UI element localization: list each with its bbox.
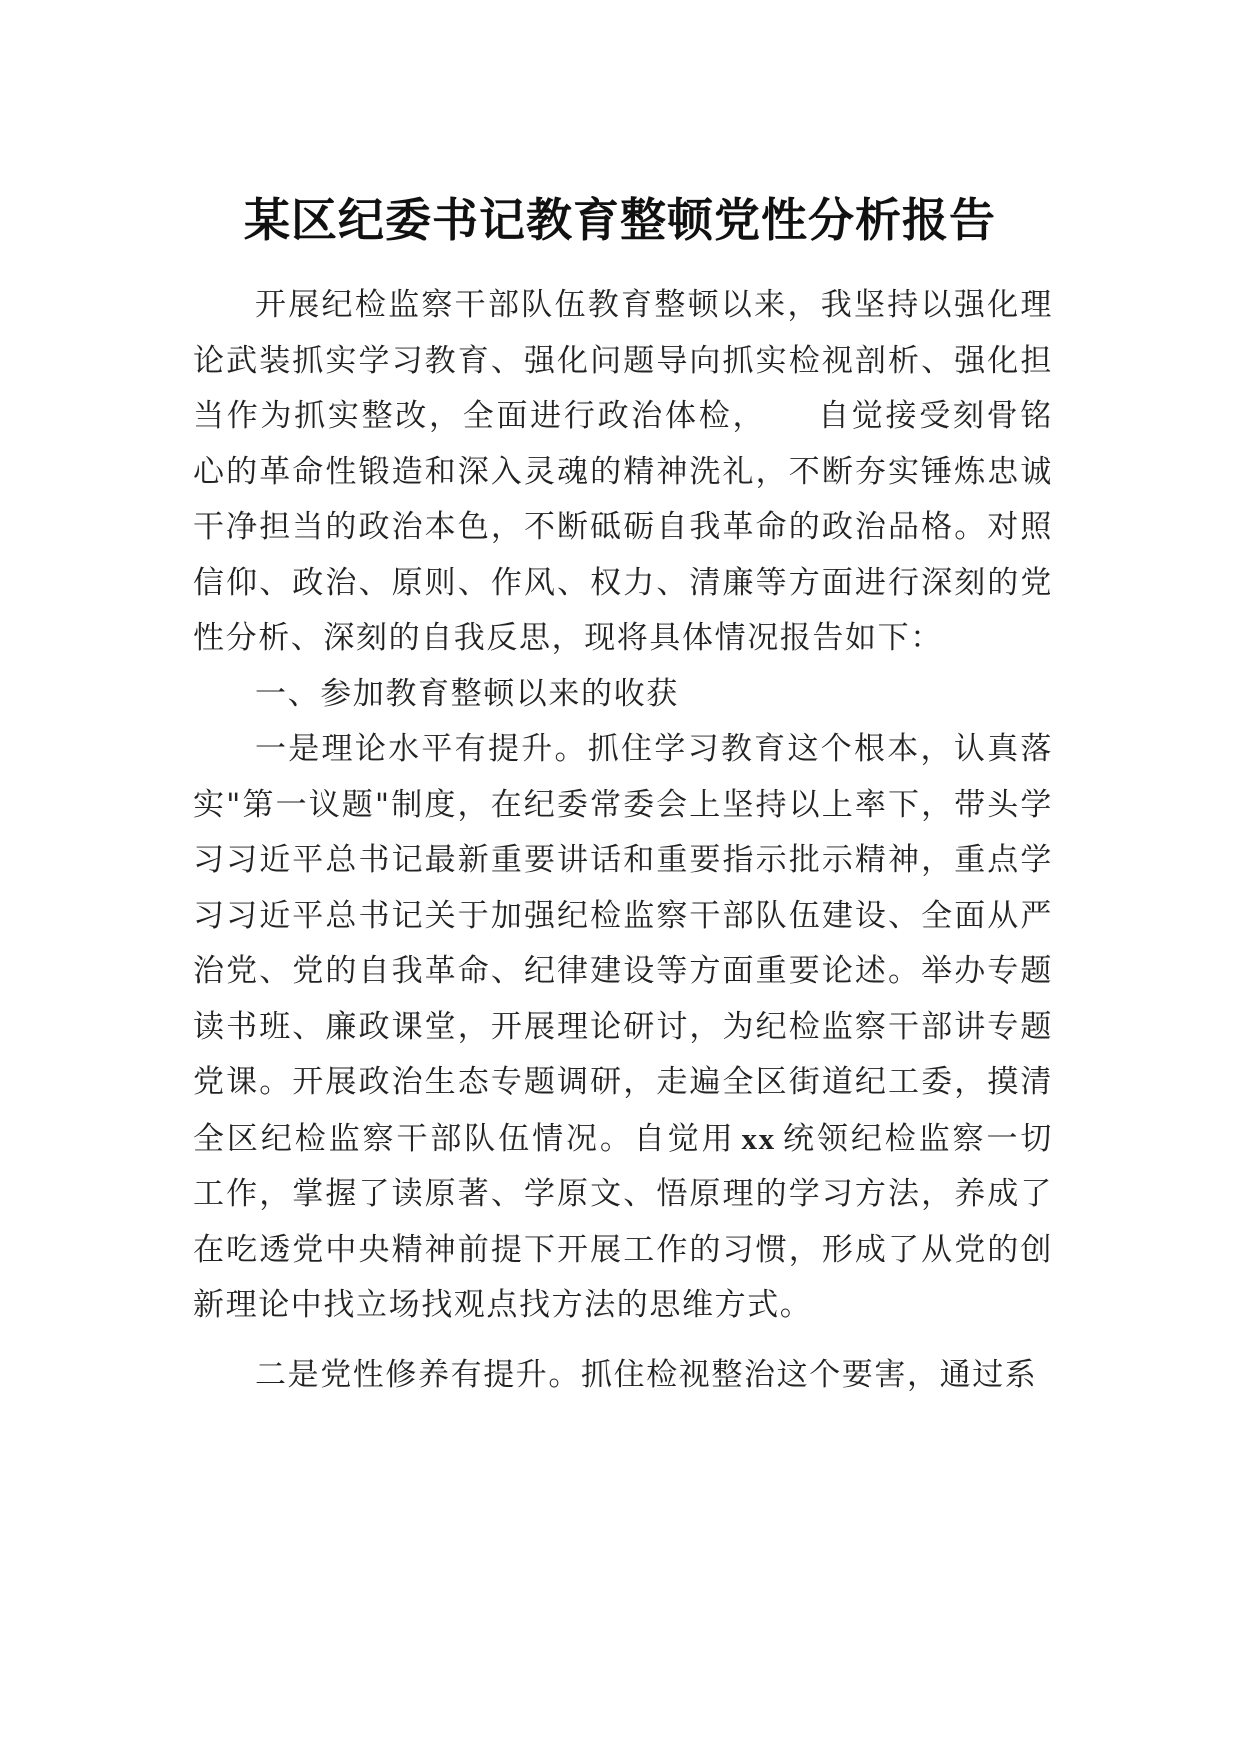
document-body	[193, 278, 1053, 1403]
point-one-text-end: 统领纪检监察一切工作，掌握了读原著、学原文、悟原理的学习方法，养成了在吃透党中央精神前提下开展工作的习惯，形成了从党的创新理论中找立场找观点找方法的思维方式。	[193, 1120, 1053, 1323]
point-two-paragraph: 二是党性修养有提升。抓住检视整治这个要害，通过系	[255, 1356, 1038, 1393]
page-title: 某区纪委书记教育整顿党性分析报告	[244, 193, 996, 247]
intro-paragraph: 开展纪检监察干部队伍教育整顿以来，我坚持以强化理论武装抓实学习教育、强化问题导向抓实检视剖析、强化担当作为抓实整改，全面进行政治体检， 自觉接受刻骨铭心的革命性锻造和深入灵魂的精神洗礼，不断夯实锤炼忠诚干净担当的政治本色，不断砥砺自我革命的政治品格。对照信仰、政治、原则、作风、权力、清廉等方面进行深刻的党性分析、深刻的自我反思，现将具体情况报告如下：	[193, 287, 1053, 656]
section-heading: 一、参加教育整顿以来的收获	[255, 675, 679, 712]
placeholder-token: xx	[741, 1120, 776, 1156]
point-one-paragraph	[193, 722, 1053, 1334]
point-one-text-start: 一是理论水平有提升。抓住学习教育这个根本，认真落实"第一议题"制度，在纪委常委会上坚持以上率下，带头学习习近平总书记最新重要讲话和重要指示批示精神，重点学习习近平总书记关于加强纪检监察干部队伍建设、全面从严治党、党的自我革命、纪律建设等方面重要论述。举办专题读书班、廉政课堂，开展理论研讨，为纪检监察干部讲专题党课。开展政治生态专题调研，走遍全区街道纪工委，摸清全区纪检监察干部队伍情况。自觉用	[193, 731, 1053, 1157]
